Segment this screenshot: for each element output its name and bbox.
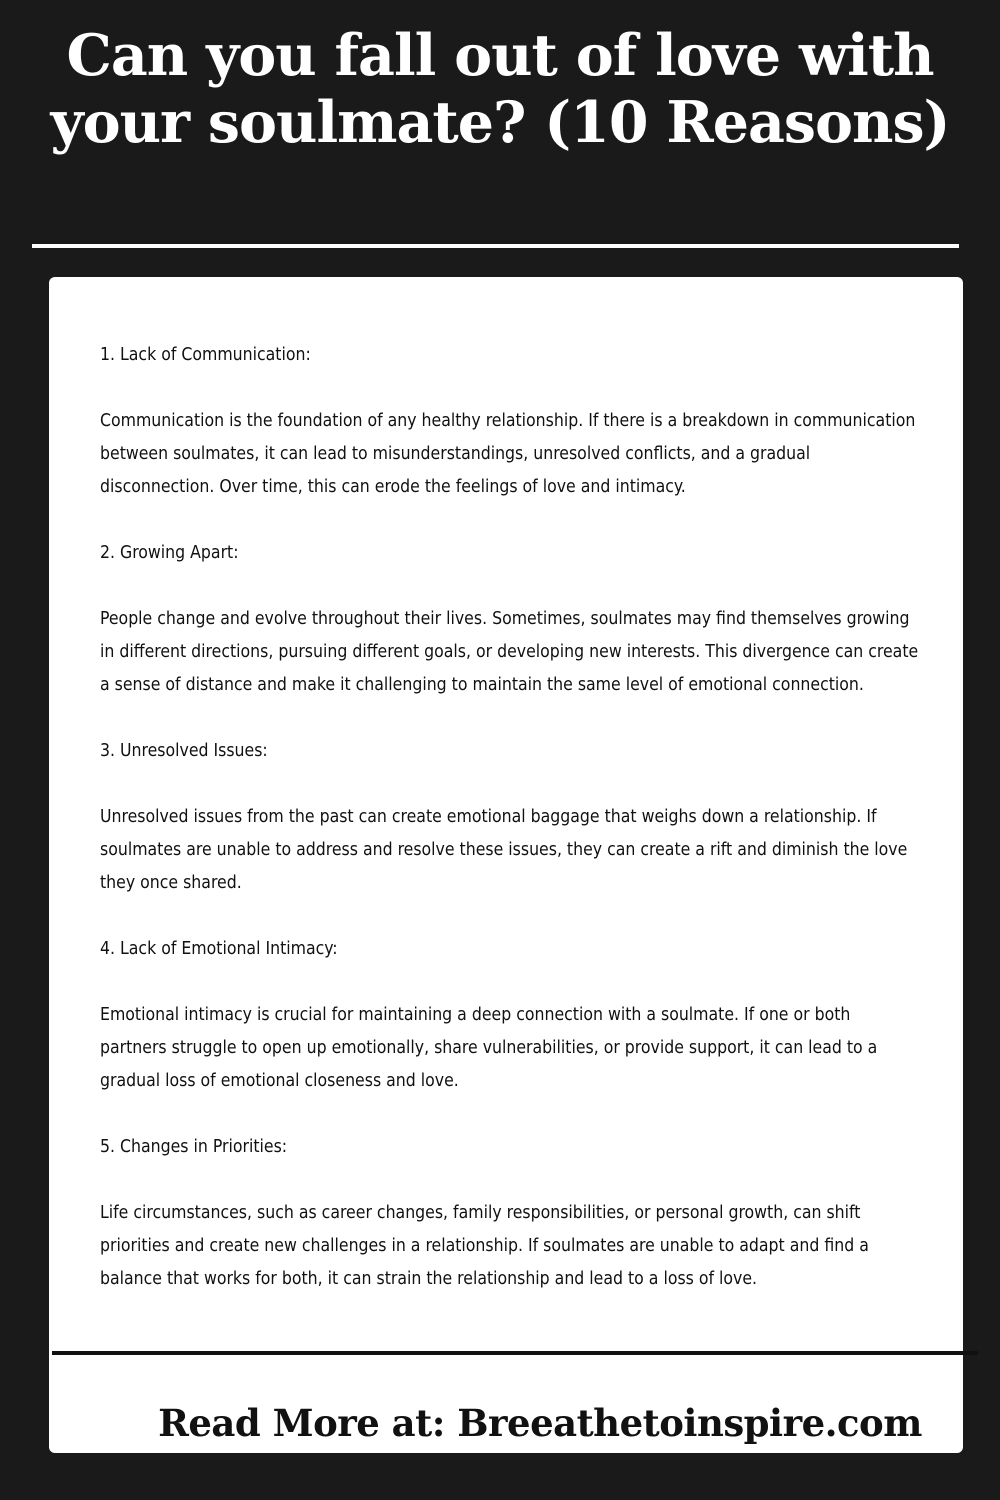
section-1 xyxy=(100,339,920,504)
footer-divider xyxy=(52,1351,978,1355)
title-divider xyxy=(32,244,959,248)
section-heading: 1. Lack of Communication: xyxy=(100,345,311,365)
header xyxy=(0,0,1000,245)
section-5 xyxy=(100,1131,920,1296)
section-2 xyxy=(100,537,920,702)
section-body: Life circumstances, such as career changes, family responsibilities, or personal growth, can shift priorities and create new challenges in a relationship. If soulmates are unable to adapt and find a balance that works for both, it can strain the relationship and lead to a loss of love. xyxy=(100,1203,869,1289)
section-4 xyxy=(100,933,920,1098)
page-title: Can you fall out of love with your soulmate? (10 Reasons) xyxy=(50,22,950,156)
article-card xyxy=(49,277,963,1453)
section-body: People change and evolve throughout their lives. Sometimes, soulmates may find themselves growing in different directions, pursuing different goals, or developing new interests. This divergence can create a sense of distance and make it challenging to maintain the same level of emotional connection. xyxy=(100,609,919,695)
section-body: Emotional intimacy is crucial for maintaining a deep connection with a soulmate. If one or both partners struggle to open up emotionally, share vulnerabilities, or provide support, it can lead to a gradual loss of emotional closeness and love. xyxy=(100,1005,878,1091)
read-more-link[interactable]: Read More at: Breeathetoinspire.com xyxy=(158,1401,922,1445)
section-heading: 3. Unresolved Issues: xyxy=(100,741,268,761)
section-heading: 5. Changes in Priorities: xyxy=(100,1137,288,1157)
article-content xyxy=(100,339,920,1329)
section-heading: 4. Lack of Emotional Intimacy: xyxy=(100,939,338,959)
section-3 xyxy=(100,735,920,900)
section-body: Communication is the foundation of any healthy relationship. If there is a breakdown in communication between soulmates, it can lead to misunderstandings, unresolved conflicts, and a gradual disconnection. Over time, this can erode the feelings of love and intimacy. xyxy=(100,411,916,497)
section-heading: 2. Growing Apart: xyxy=(100,543,239,563)
section-body: Unresolved issues from the past can create emotional baggage that weighs down a relationship. If soulmates are unable to address and resolve these issues, they can create a rift and diminish the love they once shared. xyxy=(100,807,908,893)
